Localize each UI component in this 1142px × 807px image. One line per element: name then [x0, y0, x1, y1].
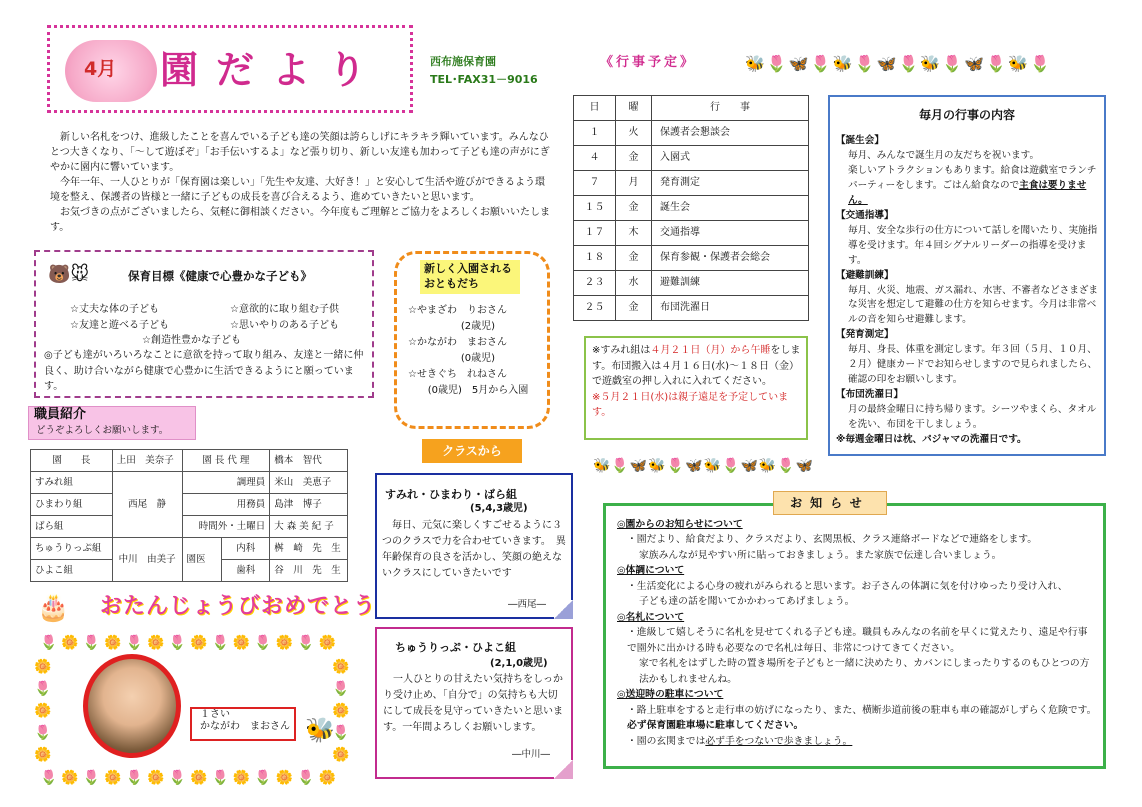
bee-flower-decoration-icon: 🐝🌷🦋🌷🐝🌷🦋🌷🐝🌷🦋🌷🐝🌷 — [745, 54, 1052, 73]
class1-title: すみれ・ひまわり・ばら組 — [385, 488, 517, 501]
schedule-day: １ — [574, 121, 616, 146]
goal-item: ☆友達と遊べる子ども — [70, 319, 169, 331]
staff-cell: 園 長 — [31, 450, 113, 472]
monthly-text-part: 楽しいアトラクションもあります。給食は遊戯室でランチパーティーをします。ごはん給食なので — [848, 164, 1097, 191]
schedule-table — [573, 95, 809, 321]
schedule-weekday: 火 — [616, 121, 652, 146]
staff-cell: 調理員 — [182, 472, 270, 494]
class1-body: 毎日、元気に楽しくすごせるように３つのクラスで力を合わせていきます。 異年齢保育の良さを活かし、笑顔の絶えないクラスにしていきたいです — [382, 520, 566, 579]
schedule-weekday: 水 — [616, 271, 652, 296]
notice-underline: 必ず手をつないで歩きましょう。 — [705, 735, 853, 747]
goal-title: 保育目標《健康で心豊かな子ども》 — [128, 269, 312, 283]
goal-items — [70, 302, 360, 349]
bear-mouse-icon: 🐻🐭 — [48, 264, 90, 285]
flower-border-icon: 🌷🌼🌷🌼🌷🌼🌷🌼🌷🌼🌷🌼🌷🌼 — [40, 770, 340, 786]
notice-text-part: ・路上駐車をすると走行車の妨げになったり、また、横断歩道前後の駐車も車の確認がしずらく危険です。 — [627, 704, 1097, 716]
goal-item: ☆創造性豊かな子ども — [142, 335, 241, 346]
notice-heading: ◎送迎時の駐車について — [617, 689, 724, 701]
schedule-event: 発育測定 — [652, 171, 809, 196]
table-row — [574, 196, 809, 221]
staff-cell: 島津 博子 — [270, 494, 348, 516]
staff-subtitle: どうぞよろしくお願いします。 — [36, 425, 169, 436]
table-row — [574, 146, 809, 171]
table-row — [31, 472, 348, 494]
schedule-event: 保育参観・保護者会総会 — [652, 246, 809, 271]
school-name: 西布施保育園 — [430, 55, 496, 68]
notice-heading: ◎名札について — [617, 611, 685, 623]
staff-cell: 内科 — [222, 538, 270, 560]
table-header-row — [574, 96, 809, 121]
schedule-day: １７ — [574, 221, 616, 246]
sumire-note — [592, 343, 802, 421]
column-header: 日 — [574, 96, 616, 121]
bee-icon: 🐝 — [305, 716, 335, 744]
intro-paragraph: 今年一年、一人ひとりが「保育園は楽しい」「先生や友達、大好き！」と安心して生活や遊びができるよう環境を整え、保護者の皆様と一緒に子どもの成長を喜び合えるよう、進めていきたいと思います。 — [50, 177, 545, 203]
schedule-day: １８ — [574, 246, 616, 271]
staff-cell: 歯科 — [222, 560, 270, 582]
schedule-weekday: 金 — [616, 146, 652, 171]
schedule-event: 布団洗濯日 — [652, 296, 809, 321]
child-photo — [83, 654, 181, 758]
staff-cell: 時間外・土曜日 — [182, 516, 270, 538]
month-label: 4月 — [84, 58, 117, 80]
sumire-note-line — [592, 343, 802, 390]
monthly-heading: 【避難訓練】 — [836, 269, 894, 281]
monthly-text: 毎月、身長、体重を測定します。年３回（５月、１０月、２月）健康カードでお知らせしますので見られましたら、確認の印をお願いします。 — [848, 344, 1098, 386]
birthday-name: かながわ まおさん — [200, 721, 290, 732]
staff-cell: ひよこ組 — [31, 560, 113, 582]
notice-text: ・園だより、給食だより、クラスだより、玄関黒板、クラス連絡ボードなどで連絡をします。 — [627, 534, 1038, 546]
new-kid-age: (0歳児) — [460, 353, 496, 364]
column-header: 曜 — [616, 96, 652, 121]
table-row — [574, 121, 809, 146]
notice-text-part: ・園の玄関までは — [627, 735, 706, 747]
monthly-events-title: 毎月の行事の内容 — [918, 108, 1015, 122]
schedule-day: ２５ — [574, 296, 616, 321]
page-curl-icon — [554, 600, 573, 619]
class2-ages: (2,1,0歳児) — [490, 658, 548, 669]
class-section-label: クラスから — [422, 439, 522, 463]
page-title: 園だより — [160, 48, 385, 92]
schedule-weekday: 月 — [616, 171, 652, 196]
notice-heading: ◎園からのお知らせについて — [617, 519, 743, 530]
staff-cell: 上田 美奈子 — [112, 450, 182, 472]
notice-body — [617, 517, 1097, 749]
staff-cell: 米山 美恵子 — [270, 472, 348, 494]
table-row — [31, 538, 348, 560]
cake-icon: 🎂 — [37, 593, 70, 623]
staff-cell: ばら組 — [31, 516, 113, 538]
monthly-text: 毎月、安全な歩行の仕方について話しを聞いたり、実施指導を受けます。年４回シグナルリーダーの指導を受けます。 — [848, 224, 1098, 266]
notice-heading: ◎体調について — [617, 565, 685, 577]
goal-note: ◎子ども達がいろいろなことに意欲を持って取り組み、友達と一緒に仲良く、助け合いながら健康で心豊かに生活できるようにと願っています。 — [44, 350, 364, 392]
notice-text: 家族みんなが見やすい所に貼っておきましょう。また家族で伝達し合いましょう。 — [639, 549, 1002, 561]
notice-label: お知らせ — [773, 491, 887, 515]
new-kid-name: ☆かながわ まおさん — [408, 337, 507, 348]
note-text: ※すみれ組は — [592, 345, 651, 356]
sumire-note-line: ※５月２１日(水)は親子遠足を予定しています。 — [592, 391, 789, 418]
class2-signature: ―中川― — [512, 749, 551, 760]
new-kids-title: 新しく入園される おともだち — [420, 260, 520, 294]
schedule-day: １５ — [574, 196, 616, 221]
monthly-text: 毎月、火災、地震、ガス漏れ、水害、不審者などさまざまな災害を想定して避難の仕方を知らせます。今月は非常ベルの音を知らせ避難します。 — [848, 284, 1099, 326]
schedule-event: 誕生会 — [652, 196, 809, 221]
bee-flower-decoration-icon: 🐝🌷🦋🐝🌷🦋🐝🌷🦋🐝🌷🦋 — [593, 458, 815, 474]
schedule-day: ４ — [574, 146, 616, 171]
birthday-title: おたんじょうびおめでとう — [100, 594, 377, 619]
monthly-emphasis: 主食は要りません。 — [848, 179, 1087, 206]
schedule-event: 避難訓練 — [652, 271, 809, 296]
notice-text: 家で名札をはずした時の置き場所を子どもと一緒に決めたり、カバンにしまったりするのもひとつの方法かもしれませんね。 — [639, 658, 1090, 685]
flower-border-icon: 🌼🌷🌼🌷🌼 — [332, 659, 350, 763]
notice-text: ・進級して嬉しそうに名札を見せてくれる子ども達。職員もみんなの名前を早くに覚えたり、遠足や行事で園外に出かける時も必要なので名札は毎日、非常につけてきてください。 — [627, 627, 1088, 654]
staff-title: 職員紹介 — [34, 407, 87, 422]
table-row — [574, 296, 809, 321]
note-text: をします。布団搬入は４月１６日(水)～１８日（金）で遊戯室の押し入れに入れてください。 — [592, 345, 801, 387]
staff-cell: 園医 — [182, 538, 222, 582]
flower-border-icon: 🌼🌷🌼🌷🌼 — [34, 659, 52, 763]
schedule-event: 交通指導 — [652, 221, 809, 246]
monthly-text — [836, 164, 1102, 209]
schedule-weekday: 木 — [616, 221, 652, 246]
schedule-day: ２３ — [574, 271, 616, 296]
notice-text: ・生活変化による心身の疲れがみられると思います。お子さんの体調に気を付けゆったり受け入れ、 — [627, 580, 1068, 592]
staff-cell: ちゅうりっぷ組 — [31, 538, 113, 560]
table-row — [574, 271, 809, 296]
intro-text — [50, 130, 550, 235]
monthly-heading: 【発育測定】 — [836, 329, 894, 341]
new-kid-name: ☆やまざわ りおさん — [408, 305, 507, 316]
class2-title: ちゅうりっぷ・ひよこ組 — [395, 641, 516, 654]
table-row — [31, 516, 348, 538]
school-tel: TEL･FAX31－9016 — [430, 73, 538, 86]
notice-text — [617, 703, 1097, 734]
schedule-event: 入園式 — [652, 146, 809, 171]
staff-cell: すみれ組 — [31, 472, 113, 494]
staff-table — [30, 449, 348, 582]
notice-emphasis: 必ず保育園駐車場に駐車してください。 — [627, 720, 804, 732]
schedule-day: ７ — [574, 171, 616, 196]
staff-cell: ひまわり組 — [31, 494, 113, 516]
table-row — [574, 221, 809, 246]
new-kid-age: (0歳児) 5月から入園 — [427, 385, 529, 396]
class1-signature: ―西尾― — [508, 599, 547, 610]
staff-cell: 西尾 静 — [112, 472, 182, 538]
monthly-events-body — [836, 134, 1102, 448]
staff-cell: 用務員 — [182, 494, 270, 516]
intro-paragraph: 新しい名札をつけ、進級したことを喜んでいる子ども達の笑顔は誇らしげにキラキラ輝いています。みんなひとつ大きくなり、「～して遊ぼぞ」「お手伝いするよ」など張り切り、新しい友達も加わって子ども達の声がにぎやかに園内に響いています。 — [50, 132, 550, 173]
monthly-heading: 【誕生会】 — [836, 135, 884, 146]
monthly-text: 月の最終金曜日に持ち帰ります。シーツやまくら、タオルを洗い、布団を干しましょう。 — [848, 404, 1097, 431]
staff-cell: 中川 由美子 — [112, 538, 182, 582]
table-row — [31, 450, 348, 472]
schedule-weekday: 金 — [616, 196, 652, 221]
class2-body: 一人ひとりの甘えたい気持ちをしっかり受け止め、「自分で」の気持ちも大切にして成長を見守っていきたいと思います。一年間よろしくお願いします。 — [383, 674, 563, 733]
notice-text: 子ども達の話を聞いてかかわってあげましょう。 — [639, 596, 855, 608]
new-kid-age: (2歳児) — [460, 321, 496, 332]
table-row — [574, 246, 809, 271]
schedule-weekday: 金 — [616, 296, 652, 321]
new-kids-list — [408, 303, 548, 399]
class1-ages: (5,4,3歳児) — [470, 503, 528, 514]
staff-cell: 大 森 美 紀 子 — [270, 516, 348, 538]
monthly-text: 毎月、みんなで誕生月の友だちを祝います。 — [848, 149, 1040, 161]
schedule-event: 保護者会懇談会 — [652, 121, 809, 146]
schedule-weekday: 金 — [616, 246, 652, 271]
schedule-heading: 《行事予定》 — [600, 55, 697, 70]
staff-cell: 谷 川 先 生 — [270, 560, 348, 582]
staff-cell: 園 長 代 理 — [182, 450, 270, 472]
new-kid-name: ☆せきぐち れねさん — [408, 369, 507, 380]
page-curl-icon — [554, 760, 573, 779]
intro-paragraph: お気づきの点がございましたら、気軽に御相談ください。今年度もご理解とご協力をよろしくお願いいたします。 — [50, 207, 550, 233]
staff-cell: 橋本 智代 — [270, 450, 348, 472]
monthly-heading: 【交通指導】 — [836, 209, 894, 221]
monthly-footer: ※毎週金曜日は枕、パジャマの洗濯日です。 — [836, 434, 1027, 446]
note-highlight: ４月２１日（月）から午睡 — [650, 345, 771, 356]
flower-border-icon: 🌷🌼🌷🌼🌷🌼🌷🌼🌷🌼🌷🌼🌷🌼 — [40, 635, 340, 651]
monthly-heading: 【布団洗濯日】 — [836, 389, 904, 401]
table-row — [574, 171, 809, 196]
birthday-age: １さい — [200, 709, 230, 720]
staff-cell: 桝 崎 先 生 — [270, 538, 348, 560]
goal-item: ☆意欲的に取り組む子供 — [230, 304, 339, 315]
goal-item: ☆丈夫な体の子ども — [70, 304, 159, 315]
notice-text — [617, 734, 1097, 749]
goal-item: ☆思いやりのある子ども — [230, 319, 339, 331]
table-row — [31, 494, 348, 516]
column-header: 行 事 — [652, 96, 809, 121]
